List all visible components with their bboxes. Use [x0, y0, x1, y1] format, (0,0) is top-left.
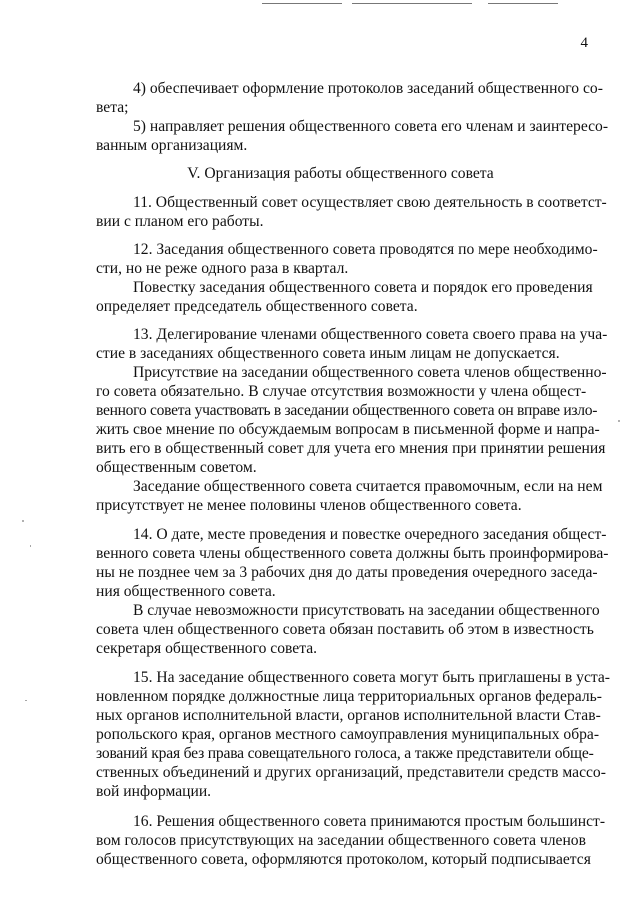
text-line: вии с планом его работы.	[96, 213, 264, 230]
text-line: венного совета участвовать в заседании общественного совета он вправе изло-	[96, 402, 598, 419]
text-line: Повестку заседания общественного совета и порядок его проведения	[133, 279, 593, 296]
text-line: вета;	[96, 99, 129, 116]
scan-speck	[22, 520, 24, 522]
text-line: вой информации.	[96, 783, 212, 800]
text-line: зований края без права совещательного голоса, а также представители обще-	[96, 745, 594, 762]
scan-speck	[25, 700, 27, 701]
scan-artifact-line	[488, 3, 558, 4]
text-line: 13. Делегирование членами общественного совета своего права на уча-	[133, 326, 608, 343]
text-line: сти, но не реже одного раза в квартал.	[96, 260, 349, 277]
text-line: Заседание общественного совета считается правомочным, если на нем	[133, 478, 603, 495]
text-line: 5) направляет решения общественного совета его членам и заинтересо-	[133, 118, 609, 135]
text-line: го совета обязательно. В случае отсутствия возможности у члена общест-	[96, 383, 587, 400]
text-line: вом голосов присутствующих на заседании общественного совета членов	[96, 832, 586, 849]
text-line: стие в заседаниях общественного совета иным лицам не допускается.	[96, 345, 560, 362]
text-line: ванным организациям.	[96, 137, 248, 154]
text-line: Присутствие на заседании общественного совета членов общественно-	[133, 364, 607, 381]
text-line: присутствует не менее половины членов общественного совета.	[96, 497, 522, 514]
page-number: 4	[580, 35, 588, 51]
text-line: ны не позднее чем за 3 рабочих дня до даты проведения очередного заседа-	[96, 564, 598, 581]
text-line: ния общественного совета.	[96, 583, 276, 600]
text-line: 12. Заседания общественного совета проводятся по мере необходимо-	[133, 241, 598, 258]
text-line: 15. На заседание общественного совета могут быть приглашены в уста-	[133, 669, 610, 686]
text-line: новленном порядке должностные лица территориальных органов федераль-	[96, 688, 602, 705]
text-line: определяет председатель общественного совета.	[96, 298, 418, 315]
text-line: секретаря общественного совета.	[96, 640, 318, 657]
text-line: 16. Решения общественного совета принимаются простым большинст-	[133, 813, 606, 830]
scan-speck	[30, 545, 31, 547]
scan-artifact-line	[352, 3, 472, 4]
text-line: 11. Общественный совет осуществляет свою деятельность в соответст-	[133, 194, 607, 211]
text-line: жить свое мнение по обсуждаемым вопросам в письменной форме и напра-	[96, 421, 600, 438]
text-line: общественного совета, оформляются протоколом, который подписывается	[96, 851, 591, 868]
text-line: вить его в общественный совет для учета его мнения при принятии решения	[96, 440, 606, 457]
scan-speck	[618, 420, 620, 422]
text-line: В случае невозможности присутствовать на заседании общественного	[133, 602, 600, 619]
scan-artifact-line	[262, 3, 342, 4]
text-line: 14. О дате, месте проведения и повестке очередного заседания общест-	[133, 526, 607, 543]
text-line: венного совета члены общественного совета должны быть проинформирова-	[96, 545, 609, 562]
text-line: ственных объединений и других организаций, представители средств массо-	[96, 764, 606, 781]
section-heading: V. Организация работы общественного совета	[187, 165, 494, 182]
text-line: ропольского края, органов местного самоуправления муниципальных обра-	[96, 726, 600, 743]
text-line: ных органов исполнительной власти, органов исполнительной власти Став-	[96, 707, 601, 724]
text-line: совета член общественного совета обязан поставить об этом в известность	[96, 621, 594, 638]
text-line: 4) обеспечивает оформление протоколов заседаний общественного со-	[133, 80, 603, 97]
text-line: общественным советом.	[96, 459, 257, 476]
